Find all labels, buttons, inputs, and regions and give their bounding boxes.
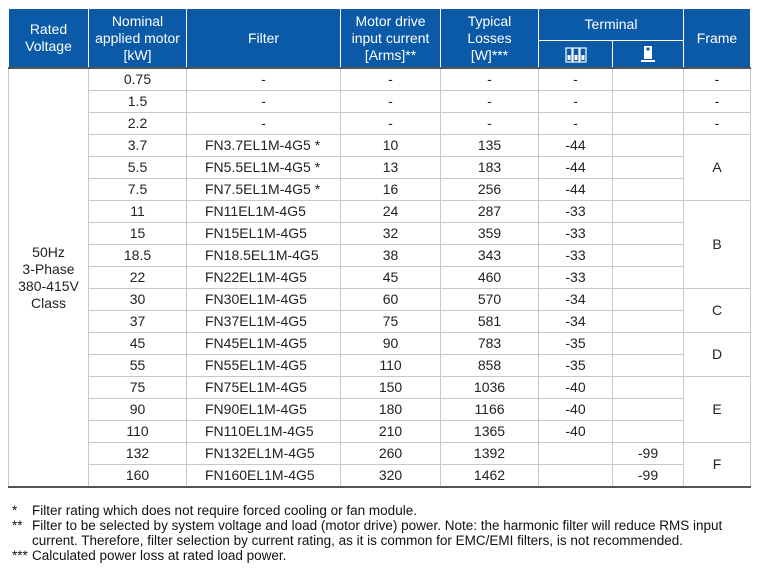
losses-cell: 783 — [441, 333, 539, 355]
motor-kw-cell: 55 — [89, 355, 187, 377]
table-row — [9, 289, 751, 311]
table-row — [9, 223, 751, 245]
losses-cell: 570 — [441, 289, 539, 311]
frame-cell: - — [684, 91, 751, 113]
voltage-class-cell — [9, 68, 89, 487]
footnote — [12, 518, 758, 548]
table-row — [9, 443, 751, 465]
filter-cell: FN30EL1M-4G5 — [187, 289, 341, 311]
table-row — [9, 399, 751, 421]
terminal-block-cell: -33 — [539, 267, 613, 289]
terminal-bolt-cell — [613, 355, 684, 377]
losses-cell: - — [441, 68, 539, 91]
header-terminal-block — [539, 41, 613, 69]
terminal-block-cell: -40 — [539, 421, 613, 443]
losses-cell: 359 — [441, 223, 539, 245]
voltage-class-line: Class — [30, 294, 66, 311]
filter-cell: FN22EL1M-4G5 — [187, 267, 341, 289]
motor-kw-cell: 75 — [89, 377, 187, 399]
filter-cell: FN90EL1M-4G5 — [187, 399, 341, 421]
filter-cell: - — [187, 113, 341, 135]
losses-cell: - — [441, 91, 539, 113]
table-row — [9, 377, 751, 399]
losses-cell: 183 — [441, 157, 539, 179]
terminal-bolt-cell: -99 — [613, 443, 684, 465]
footnote-text: Filter rating which does not require forced cooling or fan module. — [32, 503, 417, 518]
losses-cell: 1392 — [441, 443, 539, 465]
filter-cell: FN132EL1M-4G5 — [187, 443, 341, 465]
terminal-bolt-cell — [613, 135, 684, 157]
motor-kw-cell: 110 — [89, 421, 187, 443]
filter-cell: - — [187, 68, 341, 91]
table-row — [9, 113, 751, 135]
table-row — [9, 465, 751, 488]
filter-cell: FN55EL1M-4G5 — [187, 355, 341, 377]
terminal-bolt-cell — [613, 377, 684, 399]
footnote-text: Calculated power loss at rated load power. — [32, 548, 287, 563]
terminal-block-icon — [565, 47, 587, 63]
footnote-text: Filter to be selected by system voltage and load (motor drive) power. Note: the harmonic filter will reduce RMS input current. Therefore, filter selection by current rating, as it is common for EMC/EMI filters, is not recommended. — [32, 518, 723, 548]
filter-cell: FN45EL1M-4G5 — [187, 333, 341, 355]
frame-cell: F — [684, 443, 751, 488]
terminal-block-cell: -33 — [539, 223, 613, 245]
losses-cell: - — [441, 113, 539, 135]
frame-cell: B — [684, 201, 751, 289]
table-row — [9, 135, 751, 157]
frame-cell: E — [684, 377, 751, 443]
losses-cell: 1036 — [441, 377, 539, 399]
header-nominal-motor: Nominal applied motor [kW] — [89, 9, 187, 69]
header-losses: Typical Losses [W]*** — [441, 9, 539, 69]
motor-kw-cell: 160 — [89, 465, 187, 488]
input-current-cell: 13 — [341, 157, 441, 179]
terminal-block-cell: -35 — [539, 333, 613, 355]
table-row — [9, 355, 751, 377]
voltage-class-line: 3-Phase — [22, 260, 75, 277]
filter-cell: FN18.5EL1M-4G5 — [187, 245, 341, 267]
footnote — [12, 503, 758, 518]
bolt-terminal-icon — [640, 45, 656, 63]
footnote-mark: * — [12, 503, 18, 518]
terminal-block-cell: -44 — [539, 135, 613, 157]
filter-cell: - — [187, 91, 341, 113]
losses-cell: 581 — [441, 311, 539, 333]
terminal-bolt-cell — [613, 223, 684, 245]
losses-cell: 1462 — [441, 465, 539, 488]
terminal-block-cell: - — [539, 91, 613, 113]
table-row — [9, 179, 751, 201]
losses-cell: 135 — [441, 135, 539, 157]
terminal-block-cell: -34 — [539, 289, 613, 311]
frame-cell: - — [684, 68, 751, 91]
terminal-bolt-cell — [613, 267, 684, 289]
input-current-cell: 38 — [341, 245, 441, 267]
input-current-cell: 210 — [341, 421, 441, 443]
input-current-cell: 16 — [341, 179, 441, 201]
voltage-class-line: 380-415V — [18, 277, 79, 294]
terminal-bolt-cell — [613, 179, 684, 201]
frame-cell: D — [684, 333, 751, 377]
table-row — [9, 421, 751, 443]
voltage-class-line: 50Hz — [32, 243, 65, 260]
terminal-bolt-cell — [613, 157, 684, 179]
terminal-block-cell: -44 — [539, 179, 613, 201]
losses-cell: 287 — [441, 201, 539, 223]
terminal-bolt-cell — [613, 333, 684, 355]
motor-kw-cell: 15 — [89, 223, 187, 245]
losses-cell: 343 — [441, 245, 539, 267]
losses-cell: 1365 — [441, 421, 539, 443]
losses-cell: 1166 — [441, 399, 539, 421]
terminal-block-cell — [539, 465, 613, 488]
losses-cell: 256 — [441, 179, 539, 201]
filter-cell: FN37EL1M-4G5 — [187, 311, 341, 333]
filter-cell: FN7.5EL1M-4G5 * — [187, 179, 341, 201]
motor-kw-cell: 90 — [89, 399, 187, 421]
table-row — [9, 157, 751, 179]
filter-cell: FN110EL1M-4G5 — [187, 421, 341, 443]
filter-cell: FN160EL1M-4G5 — [187, 465, 341, 488]
footnote-mark: ** — [12, 518, 23, 533]
input-current-cell: 75 — [341, 311, 441, 333]
frame-cell: A — [684, 135, 751, 201]
filter-cell: FN15EL1M-4G5 — [187, 223, 341, 245]
terminal-bolt-cell — [613, 68, 684, 91]
terminal-bolt-cell — [613, 113, 684, 135]
footnote — [12, 548, 758, 563]
table-row — [9, 333, 751, 355]
header-terminal-bolt — [613, 41, 684, 69]
header-rated-voltage: Rated Voltage — [9, 9, 89, 69]
input-current-cell: 180 — [341, 399, 441, 421]
motor-kw-cell: 3.7 — [89, 135, 187, 157]
input-current-cell: 260 — [341, 443, 441, 465]
motor-kw-cell: 7.5 — [89, 179, 187, 201]
filter-cell: FN5.5EL1M-4G5 * — [187, 157, 341, 179]
motor-kw-cell: 30 — [89, 289, 187, 311]
input-current-cell: 32 — [341, 223, 441, 245]
terminal-block-cell — [539, 443, 613, 465]
terminal-block-cell: -35 — [539, 355, 613, 377]
input-current-cell: 60 — [341, 289, 441, 311]
motor-kw-cell: 5.5 — [89, 157, 187, 179]
terminal-block-cell: -33 — [539, 245, 613, 267]
terminal-bolt-cell — [613, 201, 684, 223]
terminal-bolt-cell — [613, 289, 684, 311]
losses-cell: 460 — [441, 267, 539, 289]
input-current-cell: 10 — [341, 135, 441, 157]
filter-cell: FN75EL1M-4G5 — [187, 377, 341, 399]
terminal-block-cell: -34 — [539, 311, 613, 333]
header-input-current: Motor drive input current [Arms]** — [341, 9, 441, 69]
table-row — [9, 311, 751, 333]
header-terminal: Terminal — [539, 9, 684, 41]
terminal-bolt-cell: -99 — [613, 465, 684, 488]
filter-table — [8, 8, 751, 488]
footnotes — [12, 503, 758, 563]
footnote-mark: *** — [12, 548, 28, 563]
motor-kw-cell: 0.75 — [89, 68, 187, 91]
terminal-block-cell: -40 — [539, 377, 613, 399]
input-current-cell: - — [341, 68, 441, 91]
terminal-bolt-cell — [613, 91, 684, 113]
input-current-cell: 90 — [341, 333, 441, 355]
input-current-cell: 110 — [341, 355, 441, 377]
input-current-cell: - — [341, 91, 441, 113]
header-filter: Filter — [187, 9, 341, 69]
input-current-cell: - — [341, 113, 441, 135]
losses-cell: 858 — [441, 355, 539, 377]
filter-cell: FN11EL1M-4G5 — [187, 201, 341, 223]
header-frame: Frame — [684, 9, 751, 69]
motor-kw-cell: 18.5 — [89, 245, 187, 267]
frame-cell: C — [684, 289, 751, 333]
terminal-bolt-cell — [613, 311, 684, 333]
terminal-block-cell: - — [539, 68, 613, 91]
terminal-bolt-cell — [613, 421, 684, 443]
terminal-block-cell: -44 — [539, 157, 613, 179]
motor-kw-cell: 1.5 — [89, 91, 187, 113]
input-current-cell: 45 — [341, 267, 441, 289]
motor-kw-cell: 45 — [89, 333, 187, 355]
table-row — [9, 91, 751, 113]
input-current-cell: 24 — [341, 201, 441, 223]
table-row — [9, 201, 751, 223]
frame-cell: - — [684, 113, 751, 135]
motor-kw-cell: 11 — [89, 201, 187, 223]
motor-kw-cell: 37 — [89, 311, 187, 333]
table-row — [9, 68, 751, 91]
filter-cell: FN3.7EL1M-4G5 * — [187, 135, 341, 157]
terminal-block-cell: -33 — [539, 201, 613, 223]
motor-kw-cell: 22 — [89, 267, 187, 289]
terminal-block-cell: - — [539, 113, 613, 135]
motor-kw-cell: 2.2 — [89, 113, 187, 135]
terminal-block-cell: -40 — [539, 399, 613, 421]
terminal-bolt-cell — [613, 245, 684, 267]
table-row — [9, 267, 751, 289]
input-current-cell: 320 — [341, 465, 441, 488]
motor-kw-cell: 132 — [89, 443, 187, 465]
input-current-cell: 150 — [341, 377, 441, 399]
table-row — [9, 245, 751, 267]
terminal-bolt-cell — [613, 399, 684, 421]
